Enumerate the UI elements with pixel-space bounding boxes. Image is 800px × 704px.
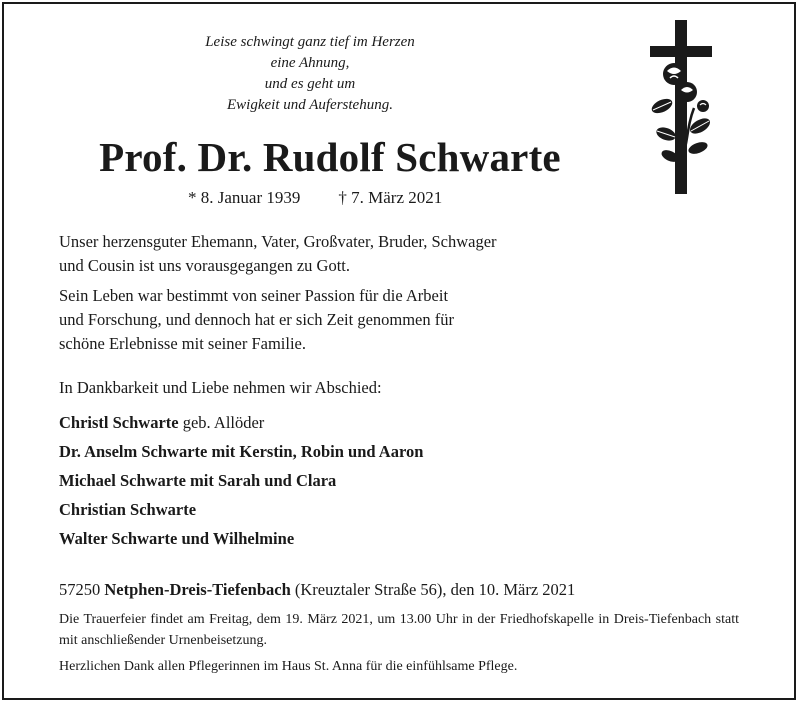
farewell-line: In Dankbarkeit und Liebe nehmen wir Abschied: bbox=[59, 378, 382, 397]
life-paragraph bbox=[59, 284, 454, 356]
text-line: Sein Leben war bestimmt von seiner Passion für die Arbeit bbox=[59, 286, 449, 305]
family-list bbox=[59, 408, 423, 553]
poem-line: Ewigkeit und Auferstehung. bbox=[227, 97, 393, 113]
life-dates bbox=[188, 187, 442, 209]
maiden-name: geb. Allöder bbox=[178, 413, 265, 432]
family-member: Dr. Anselm Schwarte mit Kerstin, Robin und Aaron bbox=[59, 442, 424, 461]
poem bbox=[140, 32, 480, 116]
poem-line: und es geht um bbox=[264, 76, 356, 92]
thanks-note: Herzlichen Dank allen Pflegerinnen im Haus St. Anna für die einfühlsame Pflege. bbox=[59, 659, 518, 674]
family-member-name: Christl Schwarte bbox=[59, 413, 179, 432]
town: Netphen-Dreis-Tiefenbach bbox=[104, 580, 291, 599]
zip-code: 57250 bbox=[59, 580, 105, 599]
family-member: Christian Schwarte bbox=[59, 500, 197, 519]
cross-with-roses-icon bbox=[632, 16, 732, 196]
birth-date: * 8. Januar 1939 bbox=[188, 188, 301, 207]
text-line: und Forschung, und dennoch hat er sich Zeit genommen für bbox=[59, 310, 454, 329]
poem-line: Leise schwingt ganz tief im Herzen bbox=[205, 34, 415, 50]
family-member bbox=[59, 408, 423, 437]
poem-line: eine Ahnung, bbox=[270, 55, 350, 71]
text-line: Unser herzensguter Ehemann, Vater, Großvater, Bruder, Schwager bbox=[59, 232, 497, 251]
family-member: Walter Schwarte und Wilhelmine bbox=[59, 529, 295, 548]
funeral-note: Die Trauerfeier findet am Freitag, dem 19. März 2021, um 13.00 Uhr in der Friedhofskapelle in Dreis-Tiefenbach statt mit anschließender Urnenbeisetzung. bbox=[59, 612, 739, 648]
deceased-name: Prof. Dr. Rudolf Schwarte bbox=[99, 134, 561, 180]
place-and-date bbox=[59, 578, 575, 602]
address-date: (Kreuztaler Straße 56), den 10. März 2021 bbox=[290, 580, 576, 599]
text-line: schöne Erlebnisse mit seiner Familie. bbox=[59, 334, 306, 353]
family-member: Michael Schwarte mit Sarah und Clara bbox=[59, 471, 337, 490]
intro-paragraph bbox=[59, 230, 497, 278]
text-line: und Cousin ist uns vorausgegangen zu Gott. bbox=[59, 256, 351, 275]
death-date: † 7. März 2021 bbox=[338, 188, 443, 207]
